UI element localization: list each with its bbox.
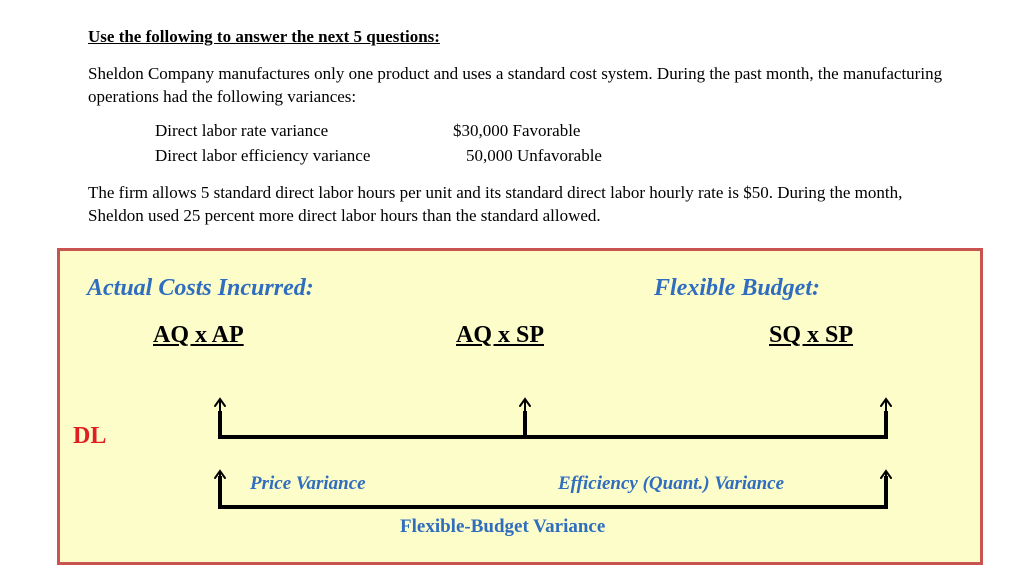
variance-value: 50,000 Unfavorable xyxy=(466,146,602,165)
efficiency-variance-label: Efficiency (Quant.) Variance xyxy=(558,473,785,494)
arrow-up-icon xyxy=(881,471,891,481)
variance-value: $30,000 Favorable xyxy=(453,121,581,140)
column-sq-sp: SQ x SP xyxy=(769,322,854,348)
arrow-up-icon xyxy=(520,399,530,413)
dl-row-label: DL xyxy=(73,423,107,449)
variance-label: Direct labor efficiency variance xyxy=(155,146,371,165)
intro-paragraph: Sheldon Company manufactures only one product and uses a standard cost system. During the past month, the manufacturing operations had the following variances: xyxy=(88,64,943,106)
variance-diagram-panel xyxy=(57,248,983,565)
arrow-up-icon xyxy=(881,399,891,413)
details-paragraph: The firm allows 5 standard direct labor hours per unit and its standard direct labor hourly rate is $50. During the month, Sheldon used 25 percent more direct labor hours than the standard allowed. xyxy=(88,183,903,225)
flexible-budget-title: Flexible Budget: xyxy=(654,275,820,301)
actual-costs-title: Actual Costs Incurred: xyxy=(87,275,314,301)
column-aq-ap: AQ x AP xyxy=(153,322,244,348)
section-heading: Use the following to answer the next 5 questions: xyxy=(88,27,440,46)
arrow-up-icon xyxy=(215,399,225,413)
top-bracket-line xyxy=(220,411,886,437)
flexible-budget-variance-label: Flexible-Budget Variance xyxy=(400,516,606,537)
arrow-up-icon xyxy=(215,471,225,481)
column-aq-sp: AQ x SP xyxy=(456,322,545,348)
price-variance-label: Price Variance xyxy=(250,473,366,494)
variance-label: Direct labor rate variance xyxy=(155,121,329,140)
